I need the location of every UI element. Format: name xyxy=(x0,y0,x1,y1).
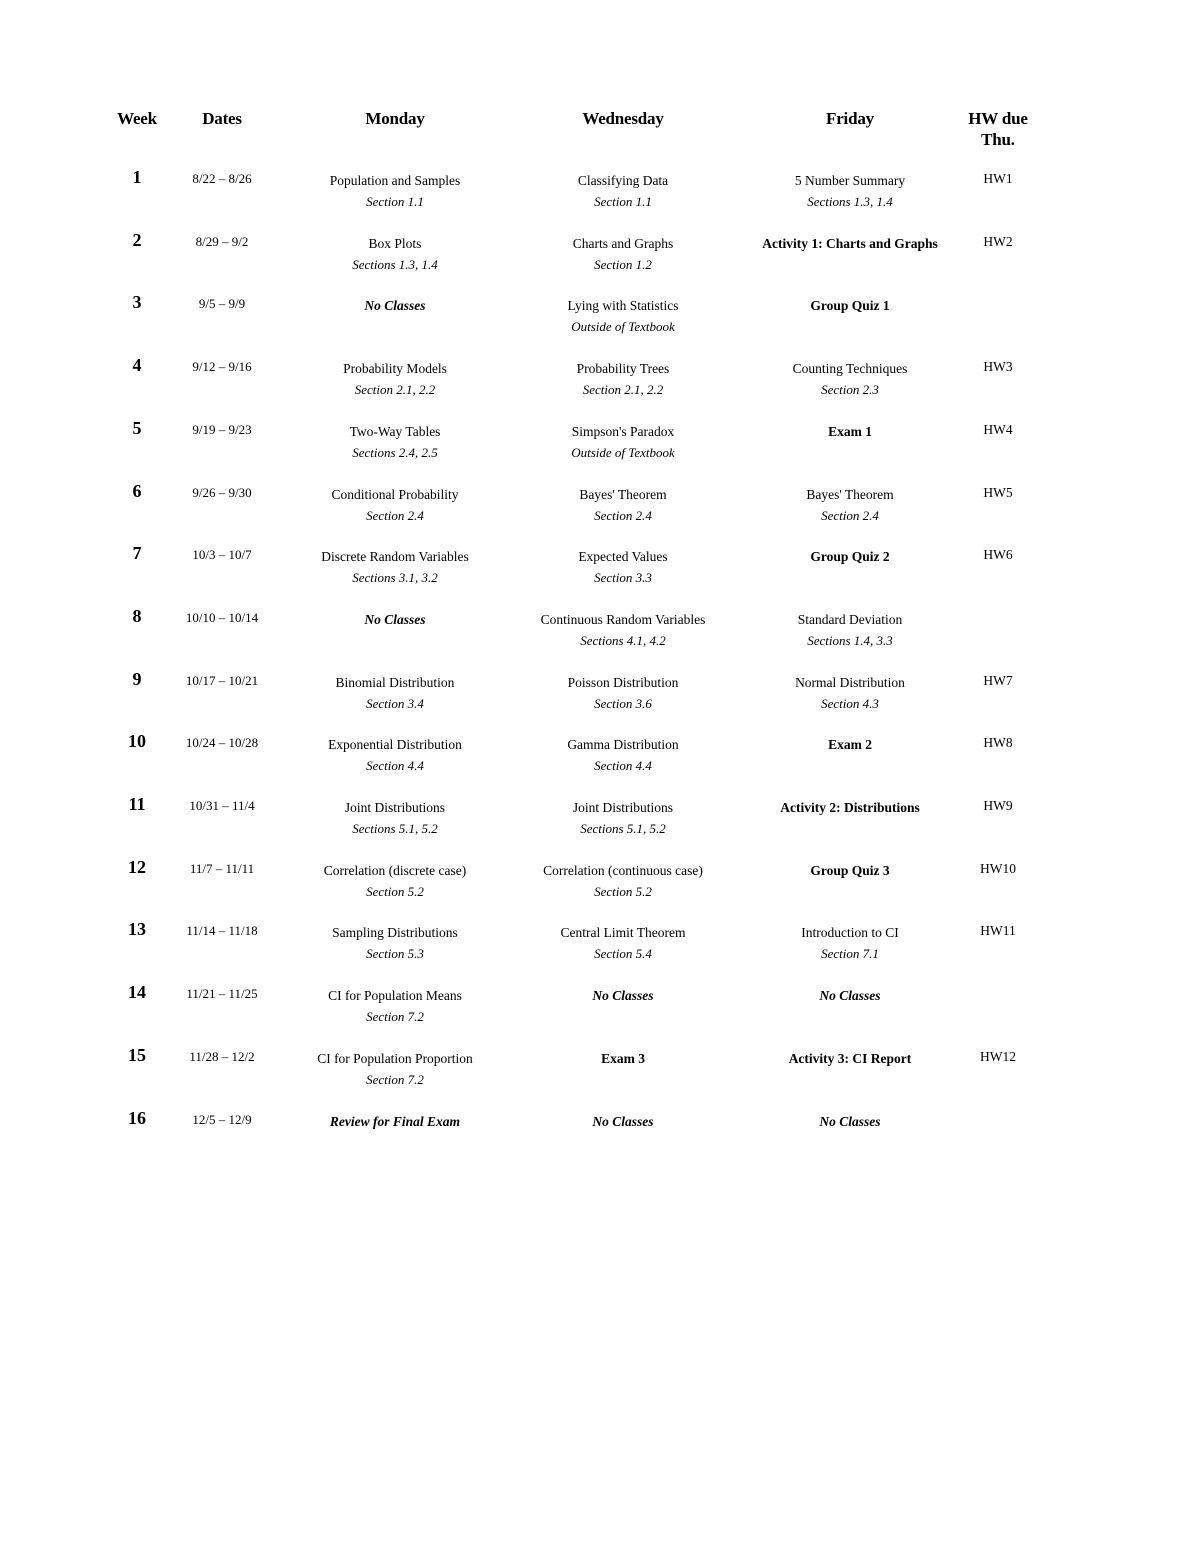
topic-section: Sections 5.1, 5.2 xyxy=(352,821,438,836)
friday-cell xyxy=(725,1111,975,1132)
topic-title: Bayes' Theorem xyxy=(806,487,894,502)
hw-due: HW3 xyxy=(983,359,1013,374)
week-dates: 8/22 – 8/26 xyxy=(192,171,252,186)
topic-title: Activity 3: CI Report xyxy=(788,1051,912,1066)
topic-section: Section 2.1, 2.2 xyxy=(582,382,664,397)
topic-section: Section 3.6 xyxy=(594,696,652,711)
topic-title: Continuous Random Variables xyxy=(540,612,706,627)
wednesday-cell xyxy=(498,1111,748,1132)
hw-due: HW8 xyxy=(983,735,1013,750)
wednesday-cell xyxy=(498,985,748,1006)
week-number: 16 xyxy=(128,1108,146,1128)
friday-cell xyxy=(725,860,975,881)
monday-cell xyxy=(270,797,520,839)
topic-title: Group Quiz 3 xyxy=(810,863,890,878)
topic-title: Population and Samples xyxy=(329,173,461,188)
table-header xyxy=(0,108,1200,158)
topic-title: Poisson Distribution xyxy=(567,675,679,690)
monday-cell xyxy=(270,295,520,316)
topic-title: Review for Final Exam xyxy=(329,1114,461,1129)
hw-due: HW11 xyxy=(980,923,1016,938)
topic-title: CI for Population Proportion xyxy=(317,1051,473,1066)
monday-cell xyxy=(270,1111,520,1132)
friday-cell xyxy=(725,546,975,567)
wednesday-cell xyxy=(498,546,748,588)
monday-cell xyxy=(270,672,520,714)
topic-title: Classifying Data xyxy=(577,173,669,188)
monday-cell xyxy=(270,609,520,630)
header-hw-due xyxy=(958,108,1038,150)
table-row xyxy=(0,669,1200,730)
table-row xyxy=(0,982,1200,1043)
header-wednesday: Wednesday xyxy=(582,109,664,128)
topic-section: Section 7.2 xyxy=(366,1072,424,1087)
monday-cell xyxy=(270,484,520,526)
topic-title: Correlation (discrete case) xyxy=(323,863,467,878)
wednesday-cell xyxy=(498,609,748,651)
wednesday-cell xyxy=(498,421,748,463)
monday-cell xyxy=(270,922,520,964)
week-dates: 10/24 – 10/28 xyxy=(185,735,259,750)
week-dates: 10/10 – 10/14 xyxy=(185,610,259,625)
hw-due: HW12 xyxy=(980,1049,1016,1064)
week-dates: 9/12 – 9/16 xyxy=(192,359,252,374)
topic-title: Activity 1: Charts and Graphs xyxy=(762,236,938,251)
week-dates: 11/14 – 11/18 xyxy=(186,923,258,938)
topic-title: Gamma Distribution xyxy=(567,737,679,752)
week-dates: 11/7 – 11/11 xyxy=(189,861,255,876)
table-row xyxy=(0,1108,1200,1169)
header-monday: Monday xyxy=(365,109,425,128)
week-dates: 9/5 – 9/9 xyxy=(198,296,246,311)
topic-title: Discrete Random Variables xyxy=(321,549,469,564)
week-number: 7 xyxy=(132,543,142,563)
wednesday-cell xyxy=(498,295,748,337)
topic-section: Sections 1.3, 1.4 xyxy=(352,257,438,272)
topic-title: 5 Number Summary xyxy=(794,173,906,188)
topic-title: No Classes xyxy=(364,612,426,627)
topic-section: Section 2.3 xyxy=(821,382,879,397)
topic-title: No Classes xyxy=(592,1114,654,1129)
topic-title: Joint Distributions xyxy=(344,800,446,815)
friday-cell xyxy=(725,609,975,651)
topic-title: Counting Techniques xyxy=(792,361,908,376)
week-number: 4 xyxy=(132,355,142,375)
week-number: 1 xyxy=(132,167,142,187)
topic-section: Section 7.1 xyxy=(821,946,879,961)
topic-section: Section 2.4 xyxy=(821,508,879,523)
monday-cell xyxy=(270,233,520,275)
friday-cell xyxy=(725,1048,975,1069)
topic-title: Binomial Distribution xyxy=(335,675,455,690)
topic-title: Box Plots xyxy=(368,236,422,251)
topic-title: Normal Distribution xyxy=(795,675,905,690)
header-dates: Dates xyxy=(202,109,242,128)
monday-cell xyxy=(270,170,520,212)
friday-cell xyxy=(725,295,975,316)
week-number: 12 xyxy=(128,857,146,877)
hw-due: HW5 xyxy=(983,485,1013,500)
header-friday: Friday xyxy=(826,109,874,128)
table-row xyxy=(0,919,1200,980)
week-number: 2 xyxy=(132,230,142,250)
week-number: 15 xyxy=(128,1045,146,1065)
topic-section: Section 3.3 xyxy=(594,570,652,585)
topic-section: Outside of Textbook xyxy=(571,319,675,334)
friday-cell xyxy=(725,672,975,714)
friday-cell xyxy=(725,734,975,755)
hw-due: HW6 xyxy=(983,547,1013,562)
week-dates: 9/26 – 9/30 xyxy=(192,485,252,500)
week-number: 8 xyxy=(132,606,142,626)
week-number: 11 xyxy=(128,794,146,814)
week-dates: 11/28 – 12/2 xyxy=(189,1049,255,1064)
topic-section: Section 2.1, 2.2 xyxy=(354,382,436,397)
topic-title: Group Quiz 1 xyxy=(810,298,890,313)
wednesday-cell xyxy=(498,484,748,526)
wednesday-cell xyxy=(498,922,748,964)
topic-section: Sections 3.1, 3.2 xyxy=(352,570,438,585)
table-row xyxy=(0,857,1200,918)
wednesday-cell xyxy=(498,672,748,714)
topic-section: Sections 1.3, 1.4 xyxy=(807,194,893,209)
topic-title: Expected Values xyxy=(578,549,668,564)
topic-title: Exam 2 xyxy=(828,737,872,752)
topic-title: Central Limit Theorem xyxy=(560,925,686,940)
hw-due: HW1 xyxy=(983,171,1013,186)
header-week: Week xyxy=(117,109,157,128)
monday-cell xyxy=(270,358,520,400)
friday-cell xyxy=(725,233,975,254)
friday-cell xyxy=(725,170,975,212)
hw-due: HW10 xyxy=(980,861,1016,876)
topic-title: Sampling Distributions xyxy=(332,925,458,940)
topic-section: Section 1.1 xyxy=(594,194,652,209)
monday-cell xyxy=(270,421,520,463)
wednesday-cell xyxy=(498,797,748,839)
topic-title: Conditional Probability xyxy=(331,487,459,502)
monday-cell xyxy=(270,734,520,776)
wednesday-cell xyxy=(498,358,748,400)
topic-section: Section 4.4 xyxy=(594,758,652,773)
topic-section: Section 5.2 xyxy=(366,884,424,899)
friday-cell xyxy=(725,985,975,1006)
friday-cell xyxy=(725,358,975,400)
topic-title: Exponential Distribution xyxy=(328,737,462,752)
week-dates: 11/21 – 11/25 xyxy=(186,986,258,1001)
topic-section: Sections 4.1, 4.2 xyxy=(580,633,666,648)
hw-due: HW2 xyxy=(983,234,1013,249)
table-row xyxy=(0,1045,1200,1106)
topic-title: Exam 3 xyxy=(601,1051,645,1066)
table-row xyxy=(0,794,1200,855)
topic-title: No Classes xyxy=(819,988,881,1003)
topic-title: Probability Models xyxy=(343,361,447,376)
topic-section: Section 4.3 xyxy=(821,696,879,711)
wednesday-cell xyxy=(498,233,748,275)
header-hw-line2: Thu. xyxy=(981,130,1015,149)
table-row xyxy=(0,167,1200,228)
topic-section: Section 2.4 xyxy=(366,508,424,523)
hw-due: HW9 xyxy=(983,798,1013,813)
monday-cell xyxy=(270,985,520,1027)
table-row xyxy=(0,731,1200,792)
topic-title: No Classes xyxy=(819,1114,881,1129)
topic-section: Section 1.2 xyxy=(594,257,652,272)
friday-cell xyxy=(725,484,975,526)
week-dates: 10/3 – 10/7 xyxy=(192,547,252,562)
table-row xyxy=(0,418,1200,479)
topic-title: Standard Deviation xyxy=(797,612,903,627)
topic-section: Sections 5.1, 5.2 xyxy=(580,821,666,836)
wednesday-cell xyxy=(498,860,748,902)
wednesday-cell xyxy=(498,1048,748,1069)
topic-section: Sections 1.4, 3.3 xyxy=(807,633,893,648)
monday-cell xyxy=(270,860,520,902)
table-row xyxy=(0,355,1200,416)
topic-title: Group Quiz 2 xyxy=(810,549,890,564)
table-row xyxy=(0,230,1200,291)
topic-title: Bayes' Theorem xyxy=(579,487,667,502)
topic-title: Joint Distributions xyxy=(572,800,674,815)
monday-cell xyxy=(270,546,520,588)
topic-section: Section 5.4 xyxy=(594,946,652,961)
wednesday-cell xyxy=(498,170,748,212)
topic-section: Section 5.3 xyxy=(366,946,424,961)
topic-section: Section 1.1 xyxy=(366,194,424,209)
topic-title: Probability Trees xyxy=(576,361,670,376)
topic-section: Section 4.4 xyxy=(366,758,424,773)
header-hw-line1: HW due xyxy=(968,109,1028,128)
monday-cell xyxy=(270,1048,520,1090)
table-row xyxy=(0,481,1200,542)
week-number: 14 xyxy=(128,982,146,1002)
topic-title: Activity 2: Distributions xyxy=(780,800,920,815)
week-dates: 8/29 – 9/2 xyxy=(195,234,249,249)
topic-section: Sections 2.4, 2.5 xyxy=(352,445,438,460)
week-dates: 9/19 – 9/23 xyxy=(192,422,252,437)
topic-title: Lying with Statistics xyxy=(567,298,679,313)
topic-title: Simpson's Paradox xyxy=(571,424,675,439)
topic-section: Section 7.2 xyxy=(366,1009,424,1024)
friday-cell xyxy=(725,797,975,818)
week-dates: 12/5 – 12/9 xyxy=(192,1112,252,1127)
topic-section: Section 2.4 xyxy=(594,508,652,523)
topic-title: Two-Way Tables xyxy=(349,424,441,439)
wednesday-cell xyxy=(498,734,748,776)
week-number: 10 xyxy=(128,731,146,751)
topic-title: CI for Population Means xyxy=(328,988,462,1003)
week-number: 6 xyxy=(132,481,142,501)
topic-title: No Classes xyxy=(364,298,426,313)
friday-cell xyxy=(725,421,975,442)
friday-cell xyxy=(725,922,975,964)
table-row xyxy=(0,543,1200,604)
topic-section: Outside of Textbook xyxy=(571,445,675,460)
topic-section: Section 3.4 xyxy=(366,696,424,711)
week-number: 13 xyxy=(128,919,146,939)
topic-section: Section 5.2 xyxy=(594,884,652,899)
week-dates: 10/31 – 11/4 xyxy=(189,798,255,813)
hw-due: HW7 xyxy=(983,673,1013,688)
topic-title: Exam 1 xyxy=(828,424,872,439)
topic-title: Charts and Graphs xyxy=(572,236,674,251)
week-number: 9 xyxy=(132,669,142,689)
week-number: 5 xyxy=(132,418,142,438)
hw-due: HW4 xyxy=(983,422,1013,437)
week-number: 3 xyxy=(132,292,142,312)
topic-title: Introduction to CI xyxy=(801,925,899,940)
table-row xyxy=(0,606,1200,667)
topic-title: No Classes xyxy=(592,988,654,1003)
table-row xyxy=(0,292,1200,353)
topic-title: Correlation (continuous case) xyxy=(543,863,703,878)
week-dates: 10/17 – 10/21 xyxy=(185,673,259,688)
